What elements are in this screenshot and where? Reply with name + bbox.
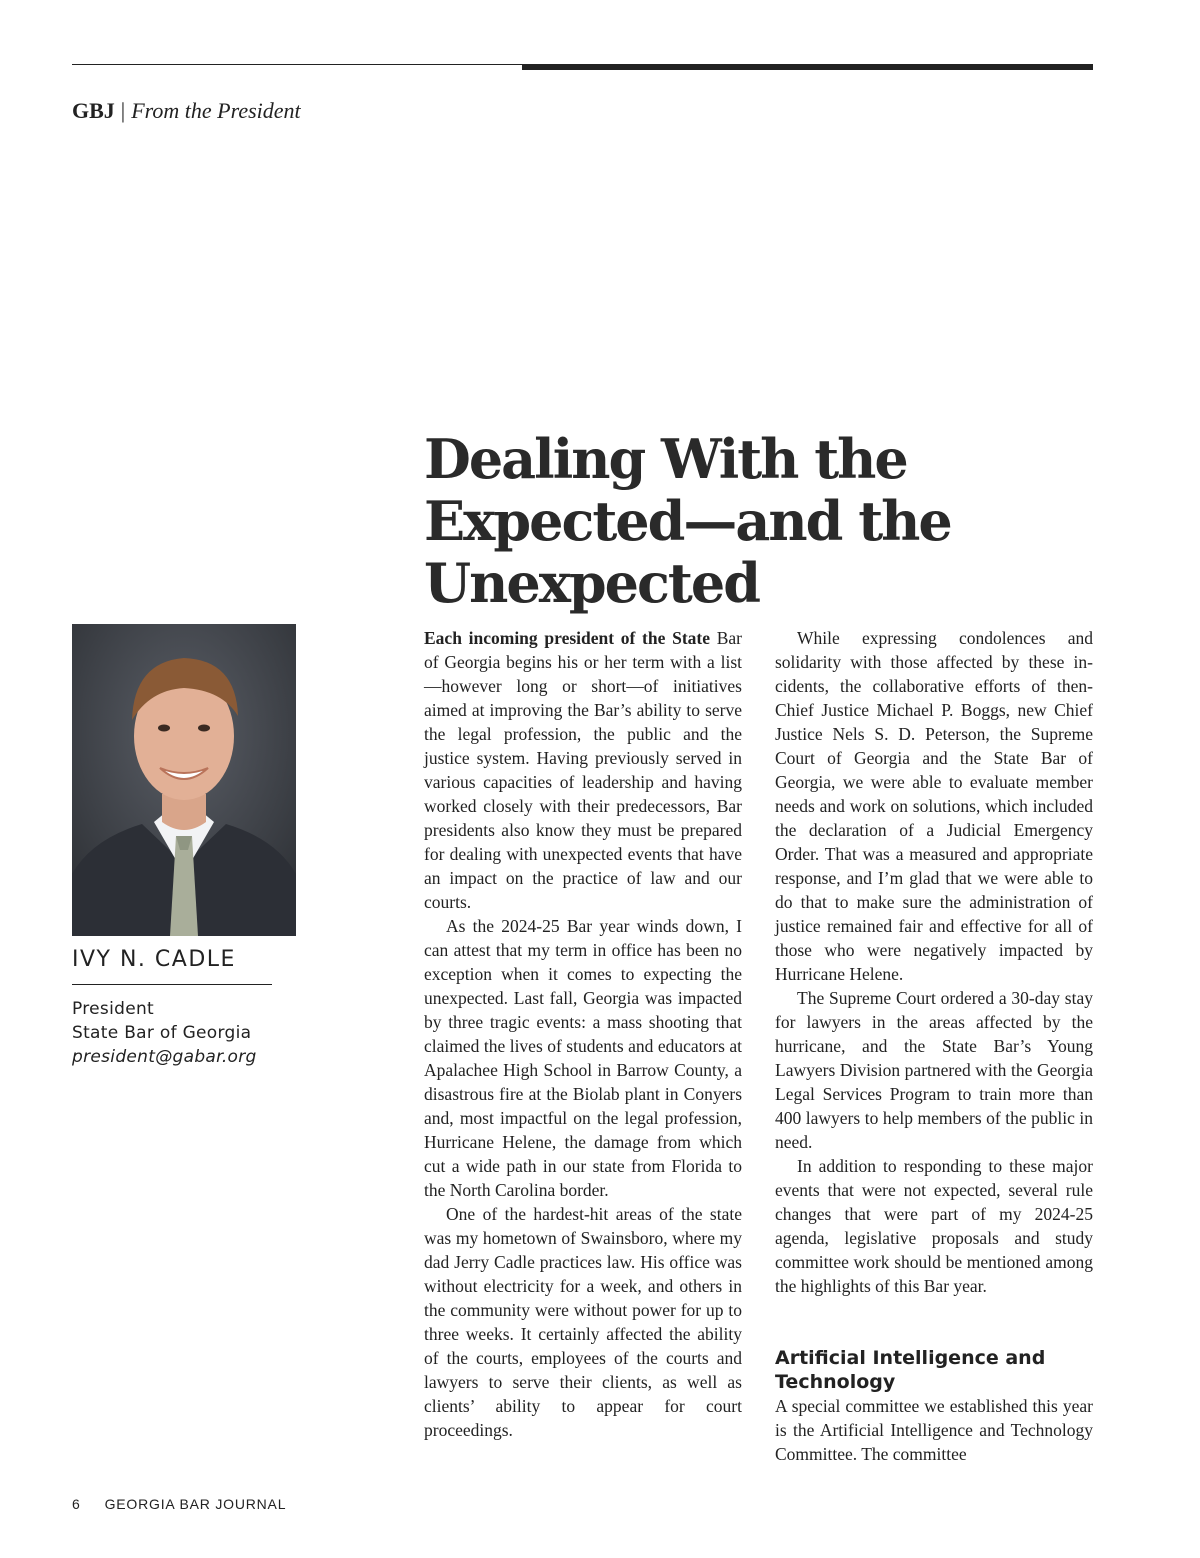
- author-role: President: [72, 999, 154, 1019]
- author-name: IVY N. CADLE: [72, 947, 236, 972]
- section-separator: |: [120, 98, 126, 123]
- section-subhead: Artificial Intelligence and Technology: [775, 1347, 1046, 1393]
- article-column-1: [424, 626, 742, 1442]
- page-footer: [72, 1496, 286, 1512]
- title-line-3: Unexpected: [424, 551, 759, 615]
- lead-in: Each incoming president of the State: [424, 628, 711, 648]
- journal-abbrev: GBJ: [72, 98, 115, 123]
- title-line-2: Expected—and the: [424, 489, 951, 553]
- page-number: 6: [72, 1496, 81, 1512]
- author-email-link[interactable]: president@gabar.org: [72, 1047, 257, 1067]
- author-info: [72, 997, 257, 1069]
- paragraph: The Supreme Court ordered a 30-day stay for lawyers in the areas affected by the hurricane, and the State Bar’s Young Lawyers Division partnered with the Georgia Legal Services Program to train more than 400 lawyers to help members of the public in need.: [775, 988, 1093, 1152]
- header-rule-thick: [522, 64, 1093, 70]
- title-line-1: Dealing With the: [424, 427, 907, 491]
- author-divider: [72, 984, 272, 985]
- publication-name: GEORGIA BAR JOURNAL: [104, 1496, 287, 1512]
- paragraph: In addition to responding to these major events that were not expected, several rule changes that were part of my 2024-25 agenda, legislative proposals and study committee work should be mentioned among the highlights of this Bar year.: [775, 1156, 1093, 1296]
- paragraph: A special committee we established this year is the Artificial Intelligence and Technology Committee. The committee: [775, 1396, 1093, 1464]
- paragraph-text: Bar of Georgia begins his or her term with a list—however long or short—of initiatives aimed at improving the Bar’s ability to serve the legal profession, the public and the justice system. Having previously served in various capacities of leadership and having worked closely with their predecessors, Bar presidents also know they must be prepared for dealing with unexpected events that have an impact on the practice of law and our courts.: [424, 628, 742, 912]
- article-column-2: [775, 626, 1093, 1466]
- section-name: From the President: [131, 98, 301, 123]
- author-org: State Bar of Georgia: [72, 1023, 252, 1043]
- header-rule-thin: [72, 64, 524, 65]
- paragraph: While expressing condolences and solidarity with those affected by these incidents, the collaborative efforts of then-Chief Justice Michael P. Boggs, new Chief Justice Nels S. D. Peterson, the Supreme Court of Georgia and the State Bar of Georgia, we were able to evaluate member needs and work on solutions, which included the declaration of a Judicial Emergency Order. That was a measured and appropriate response, and I’m glad that we were able to do that to make sure the administration of justice remained fair and effective for all of those who were negatively impacted by Hurricane Helene.: [775, 628, 1093, 984]
- paragraph: As the 2024-25 Bar year winds down, I can attest that my term in office has been no exception when it comes to expecting the unexpected. Last fall, Georgia was impacted by three tragic events: a mass shooting that claimed the lives of students and educators at Apalachee High School in Barrow County, a disastrous fire at the Biolab plant in Conyers and, most impactful on the legal profession, Hurricane Helene, the damage from which cut a wide path in our state from Florida to the North Carolina border.: [424, 916, 742, 1200]
- paragraph: One of the hardest-hit areas of the state was my hometown of Swainsboro, where my dad Jerry Cadle practices law. His office was without electricity for a week, and others in the community were without power for up to three weeks. It certainly affected the ability of the courts, employees of the courts and lawyers to serve their clients, as well as clients’ ability to appear for court proceedings.: [424, 1204, 742, 1440]
- section-label: [72, 97, 301, 125]
- article-title: [424, 428, 1124, 614]
- paragraph: [424, 626, 742, 914]
- author-photo: [72, 624, 296, 936]
